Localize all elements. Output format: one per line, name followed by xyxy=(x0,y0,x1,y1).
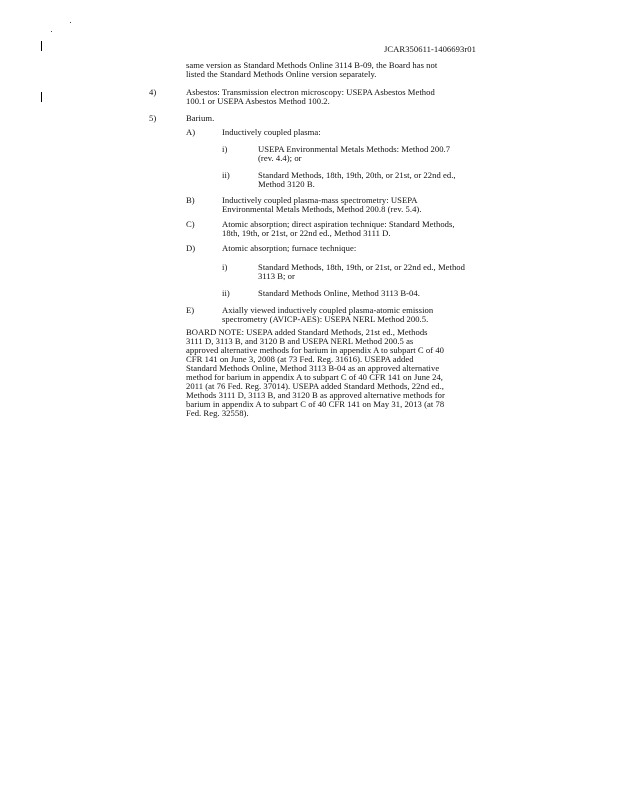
sub-a-i-line-1: USEPA Environmental Metals Methods: Method 200.7 xyxy=(258,144,451,154)
continuation-line-1: same version as Standard Methods Online 3114 B-09, the Board has not xyxy=(186,60,438,70)
sub-d-label: Atomic absorption; furnace technique: xyxy=(222,243,357,253)
revision-bar xyxy=(41,92,42,102)
sub-b-line-2: Environmental Metals Methods, Method 200.8 (rev. 5.4). xyxy=(222,204,422,214)
continuation-line-2: listed the Standard Methods Online version separately. xyxy=(186,69,377,79)
sub-c-line-1: Atomic absorption; direct aspiration technique: Standard Methods, xyxy=(222,219,455,229)
sub-a-letter: A) xyxy=(186,127,196,137)
sub-d-i-line-2: 3113 B; or xyxy=(258,271,295,281)
sub-d-ii-number: ii) xyxy=(222,288,230,298)
board-note-line-7: 2011 (at 76 Fed. Reg. 37014). USEPA added Standard Methods, 22nd ed., xyxy=(186,381,444,391)
sub-a-ii-line-2: Method 3120 B. xyxy=(258,179,315,189)
document-header: JCAR350611-1406693r01 xyxy=(384,44,476,54)
scan-speck xyxy=(70,22,71,23)
item-5-number: 5) xyxy=(149,113,157,123)
item-4-line-2: 100.1 or USEPA Asbestos Method 100.2. xyxy=(186,96,330,106)
board-note-line-6: method for barium in appendix A to subpart C of 40 CFR 141 on June 24, xyxy=(186,372,443,382)
sub-e-line-1: Axially viewed inductively coupled plasma-atomic emission xyxy=(222,305,434,315)
item-4-line-1: Asbestos: Transmission electron microscopy: USEPA Asbestos Method xyxy=(186,87,435,97)
board-note-line-10: Fed. Reg. 32558). xyxy=(186,408,249,418)
revision-bar xyxy=(41,41,42,51)
sub-c-line-2: 18th, 19th, or 21st, or 22nd ed., Method 3111 D. xyxy=(222,228,391,238)
board-note-line-5: Standard Methods Online, Method 3113 B-04 as an approved alternative xyxy=(186,363,440,373)
board-note-line-1: BOARD NOTE: USEPA added Standard Methods, 21st ed., Methods xyxy=(186,327,428,337)
sub-c-letter: C) xyxy=(186,219,195,229)
board-note-line-8: Methods 3111 D, 3113 B, and 3120 B as approved alternative methods for xyxy=(186,390,445,400)
sub-b-line-1: Inductively coupled plasma-mass spectrometry: USEPA xyxy=(222,195,418,205)
sub-d-letter: D) xyxy=(186,243,196,253)
sub-d-i-line-1: Standard Methods, 18th, 19th, or 21st, or 22nd ed., Method xyxy=(258,262,465,272)
sub-a-ii-number: ii) xyxy=(222,170,230,180)
sub-a-ii-line-1: Standard Methods, 18th, 19th, 20th, or 21st, or 22nd ed., xyxy=(258,170,456,180)
sub-a-label: Inductively coupled plasma: xyxy=(222,127,321,137)
board-note-line-3: approved alternative methods for barium in appendix A to subpart C of 40 xyxy=(186,345,445,355)
item-4-number: 4) xyxy=(149,87,157,97)
sub-e-letter: E) xyxy=(186,305,195,315)
item-5-label: Barium. xyxy=(186,113,215,123)
sub-e-line-2: spectrometry (AVICP-AES): USEPA NERL Method 200.5. xyxy=(222,314,429,324)
scan-speck xyxy=(51,31,52,32)
board-note-line-4: CFR 141 on June 3, 2008 (at 73 Fed. Reg. 31616). USEPA added xyxy=(186,354,414,364)
board-note-line-9: barium in appendix A to subpart C of 40 CFR 141 on May 31, 2013 (at 78 xyxy=(186,399,445,409)
sub-b-letter: B) xyxy=(186,195,195,205)
sub-d-ii-line-1: Standard Methods Online, Method 3113 B-04. xyxy=(258,288,420,298)
sub-d-i-number: i) xyxy=(222,262,228,272)
board-note-line-2: 3111 D, 3113 B, and 3120 B and USEPA NERL Method 200.5 as xyxy=(186,336,414,346)
sub-a-i-number: i) xyxy=(222,144,228,154)
sub-a-i-line-2: (rev. 4.4); or xyxy=(258,153,302,163)
